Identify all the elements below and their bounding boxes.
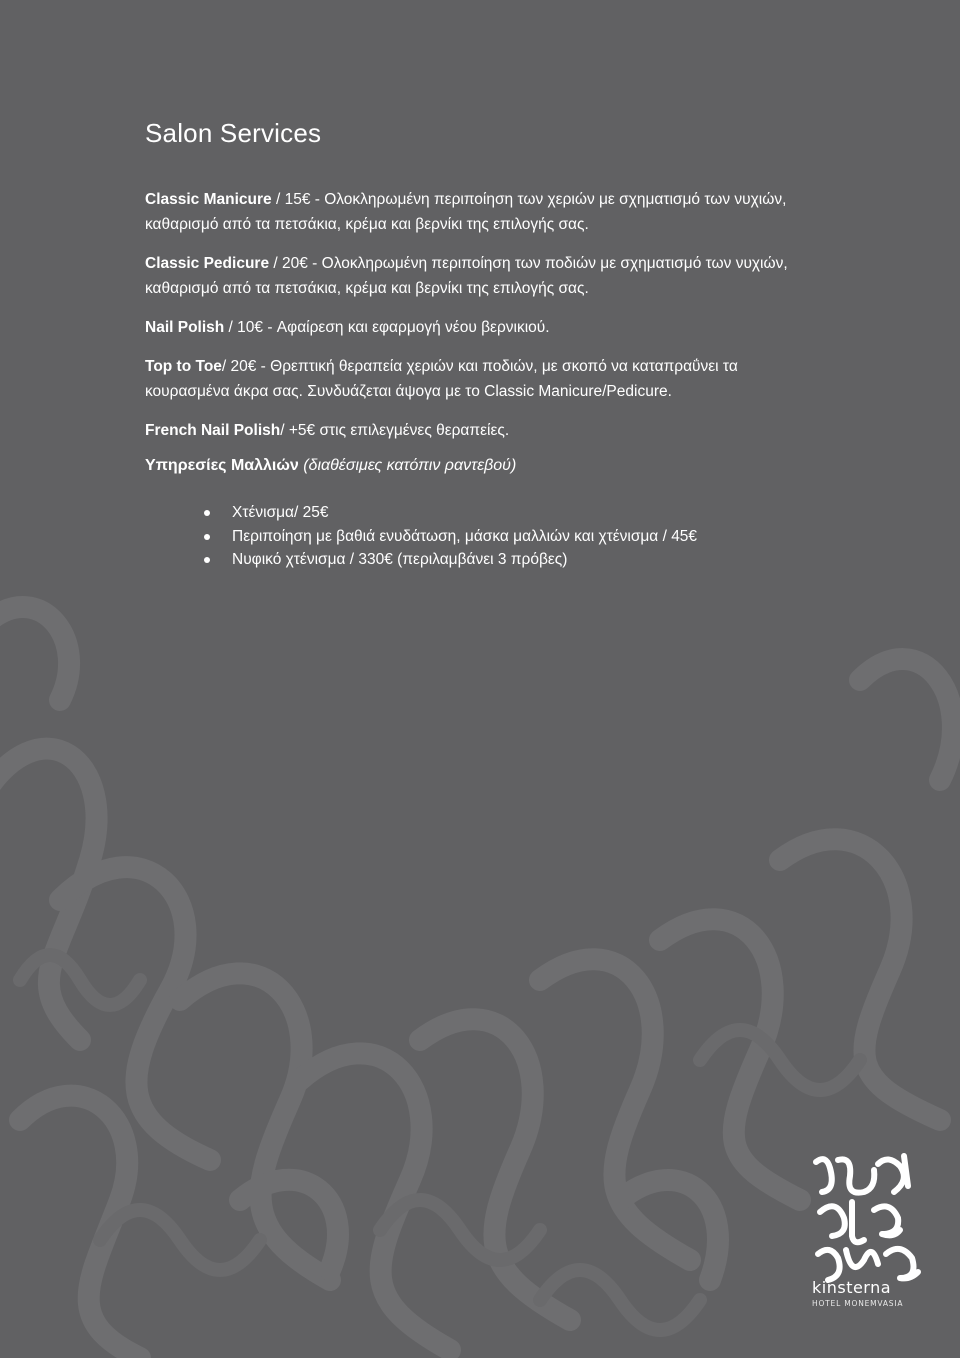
- service-entry: [145, 354, 825, 404]
- service-entry: [145, 187, 825, 237]
- service-name: French Nail Polish: [145, 422, 281, 439]
- service-entry: [145, 315, 825, 340]
- list-item-text: Χτένισμα/ 25€: [232, 504, 329, 521]
- list-item-text: Νυφικό χτένισμα / 330€ (περιλαμβάνει 3 πρόβες): [232, 551, 568, 568]
- hair-heading-text: Υπηρεσίες Μαλλιών: [145, 457, 299, 474]
- service-detail: / 15€ - Ολοκληρωμένη περιποίηση των χεριών με σχηματισμό των νυχιών, καθαρισμό από τα πετσάκια, κρέμα και βερνίκι της επιλογής σας.: [145, 191, 787, 233]
- logo-tagline: HOTEL MONEMVASIA: [812, 1299, 904, 1308]
- bullet-icon: [204, 510, 210, 516]
- service-detail: / +5€ στις επιλεγμένες θεραπείες.: [280, 422, 510, 439]
- list-item: [145, 525, 825, 549]
- hair-services-heading: [145, 457, 825, 475]
- service-name: Top to Toe: [145, 358, 222, 375]
- service-name: Classic Manicure: [145, 191, 272, 208]
- service-detail: / 20€ - Ολοκληρωμένη περιποίηση των ποδιών με σχηματισμό των νυχιών, καθαρισμό από τα πετσάκια, κρέμα και βερνίκι της επιλογής σας.: [145, 255, 788, 297]
- service-entry: [145, 251, 825, 301]
- logo-brand-text: kinsterna: [812, 1278, 892, 1297]
- hair-services-list: [145, 501, 825, 572]
- list-item: [145, 501, 825, 525]
- page-title: Salon Services: [145, 118, 322, 148]
- bullet-icon: [204, 557, 210, 563]
- service-name: Nail Polish: [145, 319, 225, 336]
- list-item-text: Περιποίηση με βαθιά ενυδάτωση, μάσκα μαλλιών και χτένισμα / 45€: [232, 527, 698, 545]
- service-entry: [145, 418, 825, 443]
- services-content: [145, 118, 825, 572]
- bullet-icon: [204, 534, 210, 540]
- hair-heading-note: (διαθέσιμες κατόπιν ραντεβού): [303, 457, 517, 474]
- service-detail: / 10€ - Αφαίρεση και εφαρμογή νέου βερνικιού.: [224, 319, 550, 336]
- service-detail: / 20€ - Θρεπτική θεραπεία χεριών και ποδιών, με σκοπό να καταπραΰνει τα κουρασμένα άκρα σας. Συνδυάζεται άψογα με το Classic Manicure/Pedicure.: [145, 358, 738, 400]
- service-name: Classic Pedicure: [145, 255, 270, 272]
- list-item: [145, 548, 825, 572]
